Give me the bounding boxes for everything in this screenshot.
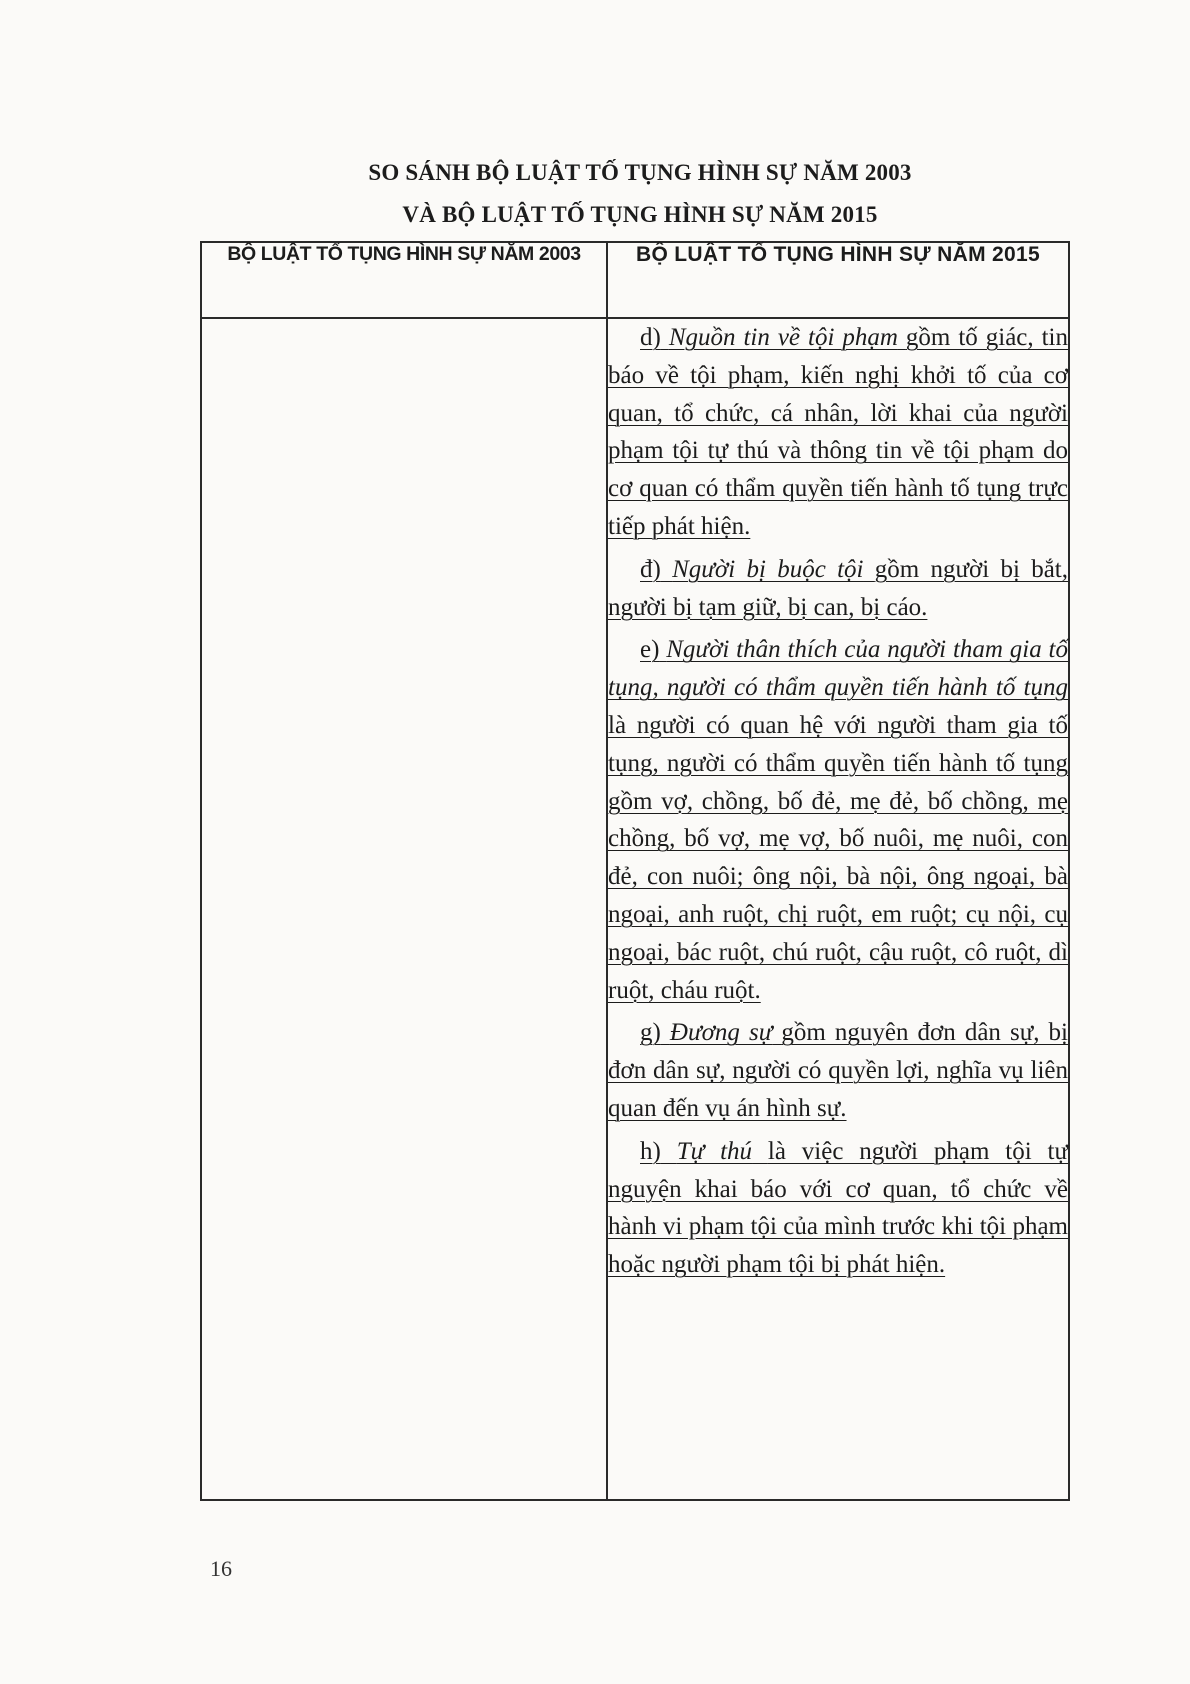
definition-h (608, 1133, 1068, 1284)
title-line-1: SO SÁNH BỘ LUẬT TỐ TỤNG HÌNH SỰ NĂM 2003 (368, 160, 912, 185)
definition-term: Người bị buộc tội (672, 555, 864, 583)
definition-dd (608, 551, 1068, 627)
title-line-2: VÀ BỘ LUẬT TỐ TỤNG HÌNH SỰ NĂM 2015 (402, 202, 878, 227)
definition-label: d) (640, 324, 661, 351)
definition-term: Nguồn tin về tội phạm (668, 324, 898, 351)
page-number: 16 (210, 1556, 232, 1581)
definition-g (608, 1014, 1068, 1127)
comparison-table (200, 241, 1070, 1501)
definition-e (608, 631, 1068, 1009)
definition-label: g) (640, 1019, 661, 1047)
page-title (200, 152, 1080, 236)
definition-term: Đương sự (669, 1019, 773, 1047)
definition-text: là người có quan hệ với người tham gia tố tụng, người có thẩm quyền tiến hành tố tụng gồm vợ, chồng, bố đẻ, mẹ đẻ, bố chồng, mẹ chồng, bố vợ, mẹ vợ, bố nuôi, mẹ nuôi, con đẻ, con nuôi; ông nội, bà nội, ông ngoại, bà ngoại, anh ruột, chị ruột, em ruột; cụ nội, cụ ngoại, bác ruột, chú ruột, cậu ruột, cô ruột, dì ruột, cháu ruột. (608, 711, 1068, 1004)
definition-text: gồm tố giác, tin báo về tội phạm, kiến nghị khởi tố của cơ quan, tổ chức, cá nhân, lời khai của người phạm tội tự thú và thông tin về tội phạm do cơ quan có thẩm quyền tiến hành tố tụng trực tiếp phát hiện. (608, 324, 1069, 540)
definition-label: e) (640, 636, 660, 664)
header-2003: BỘ LUẬT TỐ TỤNG HÌNH SỰ NĂM 2003 (201, 242, 607, 318)
table-header-row (201, 242, 1069, 318)
definition-text: gồm nguyên đơn dân sự, bị đơn dân sự, người có quyền lợi, nghĩa vụ liên quan đến vụ án hình sự. (608, 1019, 1069, 1122)
definition-d (608, 319, 1068, 546)
definition-text: gồm người bị bắt, người bị tạm giữ, bị can, bị cáo. (608, 555, 1068, 621)
definition-label: h) (640, 1137, 661, 1165)
definition-term: Người thân thích của người tham gia tố tụng, người có thẩm quyền tiến hành tố tụng (608, 636, 1068, 702)
cell-2003-empty (201, 318, 607, 1500)
table-row (201, 318, 1069, 1500)
definition-term: Tự thú (676, 1137, 753, 1165)
cell-2015 (607, 318, 1069, 1500)
definition-text: là việc người phạm tội tự nguyện khai báo với cơ quan, tổ chức về hành vi phạm tội của mình trước khi tội phạm hoặc người phạm tội bị phát hiện. (608, 1137, 1068, 1279)
definition-label: đ) (640, 555, 661, 583)
header-2015: BỘ LUẬT TỐ TỤNG HÌNH SỰ NĂM 2015 (607, 242, 1069, 318)
